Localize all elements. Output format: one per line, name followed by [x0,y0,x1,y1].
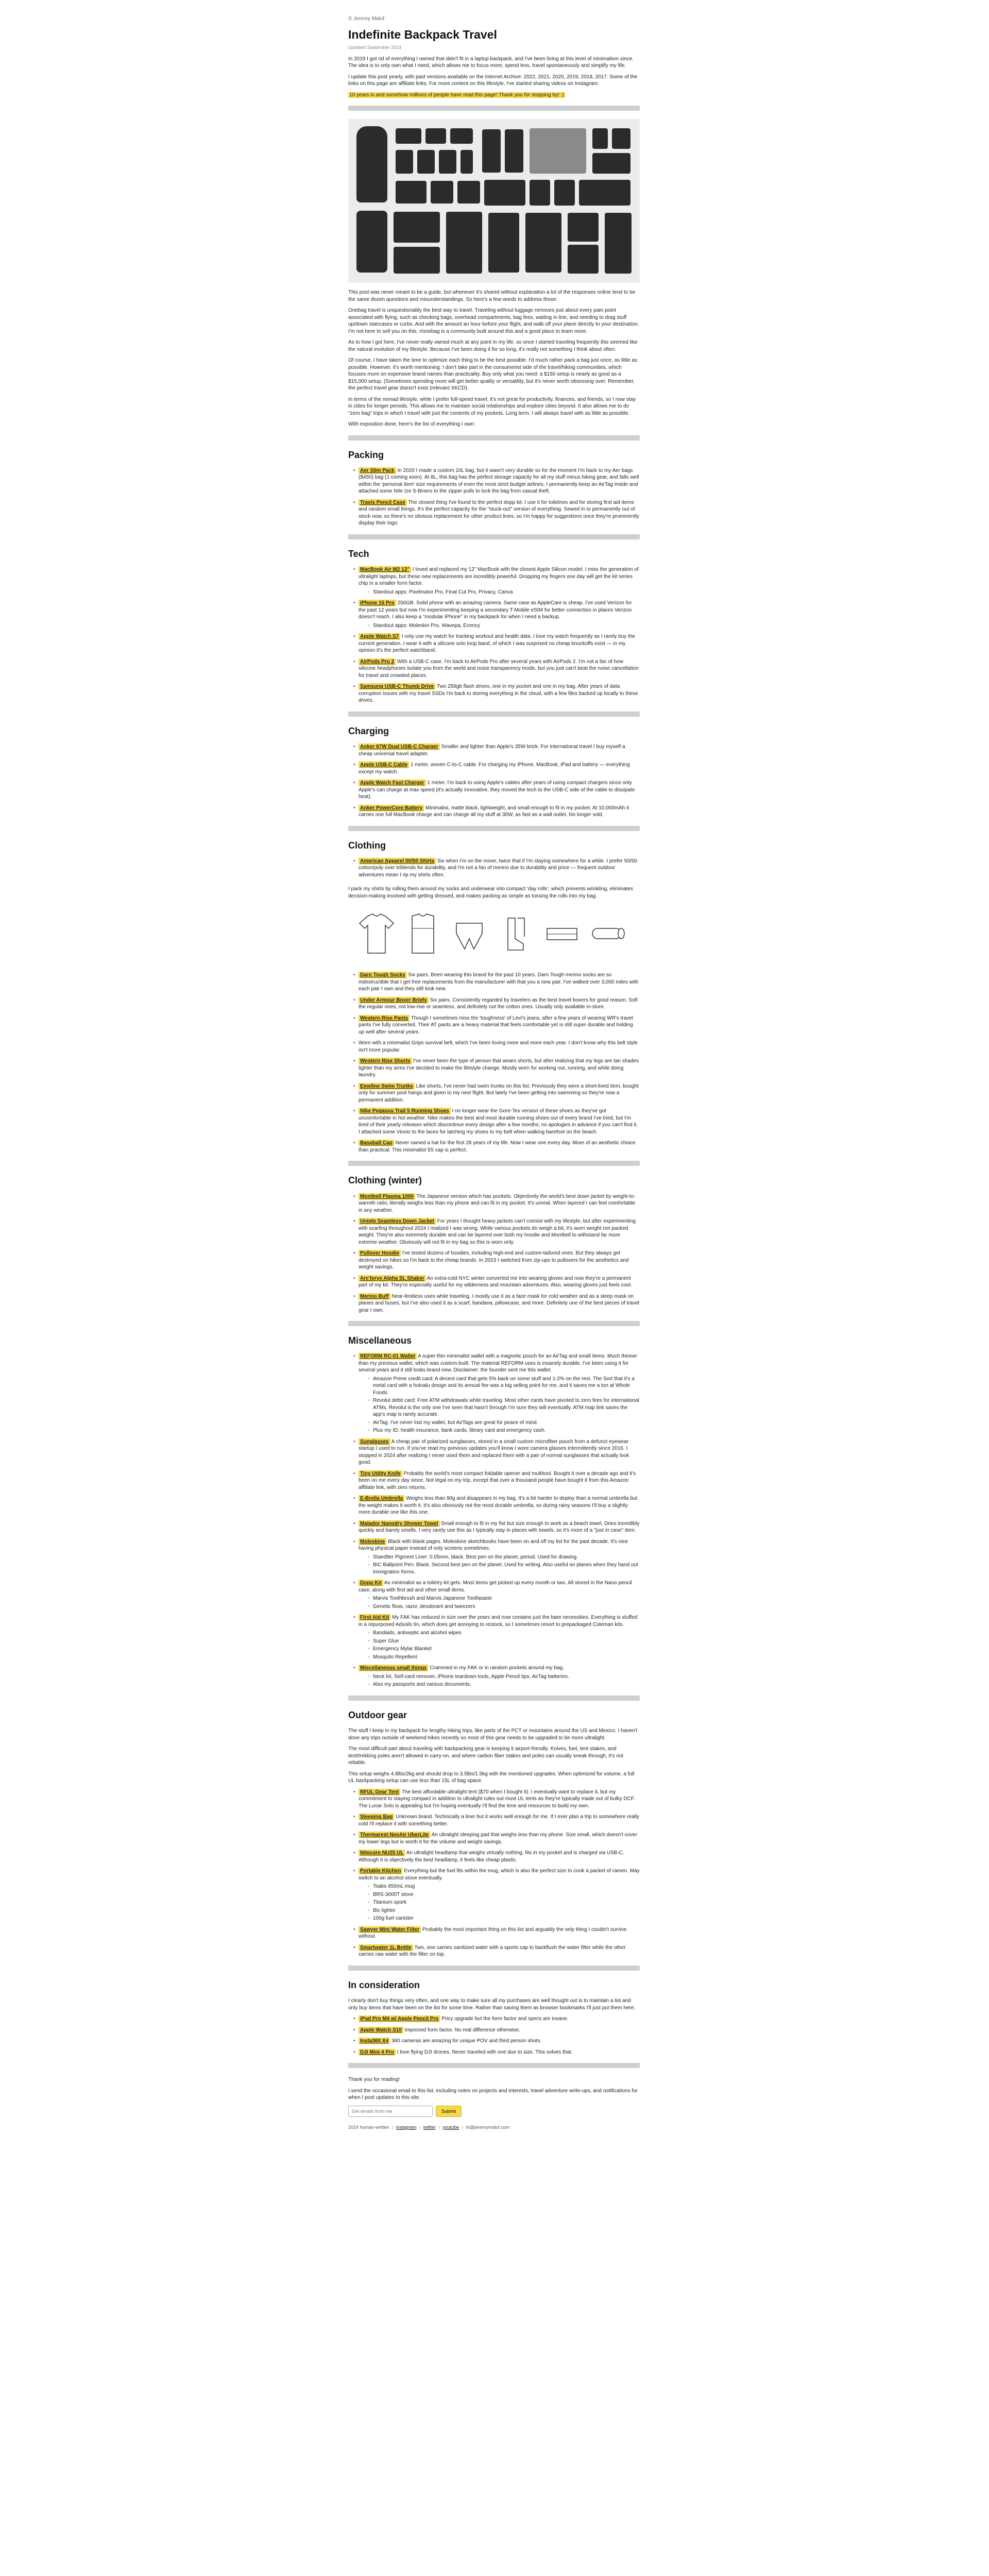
sub-list-item: ◦ Toaks 450mL mug [368,1883,640,1890]
section-heading: Charging [348,725,389,736]
sub-list-item: ◦ Revolut debit card: Free ATM withdrawals while traveling. Most other cards have pivoted to zero fees for international ATMs, Revolut is the only one I've seen that hasn't through I'm sure they will eventually. ATM map link saves the app's map is rarely accurate. [368,1397,640,1418]
list-item [353,1108,640,1136]
list-item [353,2049,640,2056]
section-paragraph: I pack my shirts by rolling them around my socks and underwear into compact 'day rolls', which prevents wrinkling, eliminates decision-making involved with getting dressed, and makes packing as simple as tossing the rolls into my bag. [348,886,633,899]
sub-list [359,1595,640,1610]
gear-item-image [394,247,440,274]
sub-list [359,1630,640,1660]
item-description: My FAK has reduced in size over the years and now contains just the bare necessities. Everything is stuffed in a repurposed Adsoils tin, which does get annoying to restock, so I sometimes resort to prepackaged Coleman kits. [359,1615,638,1628]
gear-item-image [592,128,608,149]
product-link[interactable]: Dopp Kit [359,1580,383,1586]
list-item [353,1580,640,1610]
gear-item-image [461,150,473,174]
body-paragraph: Onebag travel is unquestionably the best way to travel. Traveling without luggage removes just about every pain point associated with flying, such as checking bags, overhead compartments, bag fees, waiting in line, and needing to drag stuff up/down staircases or curbs. And with the amount an hour before your flight, and walk off your plane directly to your destination. I'm not here to sell you on this. r/onebag is a community built around this and a good place to learn more. [348,308,639,334]
list-item [353,1293,640,1314]
section-heading: Tech [348,548,369,559]
list-item [353,1193,640,1214]
section-paragraph: The stuff I keep in my backpack for lengthy hiking trips, like parts of the PCT or mountains around the US and Mexico. I haven't done any trips outside of weekend hikes recently so most of this gear needs to be upgraded to be more ultralight. [348,1728,638,1741]
updated-date: Updated September 2024 [348,44,402,50]
list-item [353,1868,640,1922]
item-description: Probably the most important thing on this list and arguably the only thing I couldn't survive without. [359,1926,627,1940]
underwear-icon [451,913,487,954]
product-link[interactable]: Emeline Swim Trunks [359,1083,415,1090]
gear-item-image [394,212,440,243]
item-description: Unknown brand. Technically a liner but it works well enough for me. If I ever plan a trip to somewhere really cold I'll replace it with something better. [359,1814,639,1827]
divider [348,435,640,440]
sub-list-item: ◦ 100g fuel canister [368,1915,640,1922]
sub-list-item: ◦ Staedtler Pigment Liner: 0.05mm, black. Best pen on the planet, period. Used for drawing. [368,1554,640,1561]
gear-item-image [457,181,480,204]
closing-text: Thank you for reading! [348,2077,400,2083]
product-link[interactable]: Montbell Plasma 1000 [359,1193,415,1200]
gear-flatlay-photo [348,119,640,283]
divider [348,711,640,717]
tshirt-folded-icon [405,913,441,954]
twitter-link[interactable]: twitter [423,2124,436,2130]
list-item [353,1814,640,1827]
sub-list-item: ◦ Bandaids, antiseptic and alcohol wipes [368,1630,640,1637]
item-description: Six when I'm on the move, twice that if I'm staying somewhere for a while. I prefer 50/50 cotton/poly over triblends for durability, and I'm not a fan of merino due to durability and price — frequent outdoor adventures mean I rip my shirts often. [359,858,637,878]
product-link[interactable]: Apple Watch S7 [359,633,400,640]
item-description: An ultralight headlamp that weighs virtually nothing, fits in my pocket and is charged via USB-C. Although it is objectively the best headlamp, it feels like cheap plastic. [359,1850,624,1863]
product-link[interactable]: Sunglasses [359,1438,390,1445]
item-list [348,858,640,879]
list-item [353,1926,640,1940]
sub-list-item: ◦ Standout apps: Moleskin Pro, Wavepa, Ecency [368,622,640,630]
day-roll-icon [590,913,626,954]
gear-item-image [568,213,599,242]
sub-list-item: ◦ Super Glue [368,1638,640,1645]
product-link[interactable]: Anker 67W Dual USB-C Charger [359,743,440,750]
item-description: Like shorts, I've never had swim trunks on this list. Previously they were a short-lived item, bought only for summer pool hangs and given to my next flight. But lately I've been getting into swimming so they're now a permanent addition. [359,1083,639,1103]
section-heading: In consideration [348,1979,420,1990]
gear-item-image [356,211,387,273]
product-link[interactable]: American Apparel 50/50 Shirts [359,858,436,865]
section-heading: Miscellaneous [348,1335,412,1346]
product-link[interactable]: Darn Tough Socks [359,972,407,978]
item-description: Weighs less than 90g and disappears in my bag. It's a bit harder to deploy than a normal umbrella but the weight makes it worth it. It's also obviously not the most durable umbrella, so during rainy seasons I'll buy a slightly more durable one like this one. [359,1496,638,1516]
laptop-image [530,128,586,174]
list-item [353,858,640,879]
list-item [353,1495,640,1516]
list-item [353,1218,640,1246]
divider [348,1696,640,1701]
item-description: A cheap pair of polarized sunglasses, stored in a small custom microfiber pouch from a defunct eyewear startup I used to run. If you've read my previous updates you'll know I wore camera glasses intermittently since 2016. I stopped in 2024 after realizing I never used them and replaced them with a pair of normal sunglasses that actually look good. [359,1438,629,1466]
gear-item-image [554,180,575,206]
item-description: Near-limitless uses while traveling. I mostly use it as a face mask for cold weather and as a sleep mask on planes and buses, but I've also used it as a scarf, bandana, pillowcase, and more. Definitely one of the best pieces of travel gear I own. [359,1293,640,1313]
product-link[interactable]: Apple Watch S10 [359,2027,403,2033]
section-heading: Clothing [348,840,386,851]
list-item [353,743,640,757]
product-link[interactable]: Samsung USB-C Thumb Drive [359,683,435,690]
list-item [353,1040,640,1054]
product-link[interactable]: Western Rise Pants [359,1015,410,1022]
product-link[interactable]: Insta360 X4 [359,2038,390,2044]
list-item [353,1140,640,1154]
item-description: With a USB-C case. I'm back to AirPods Pro after several years with AirPods 2. I'm not a fan of how silicone headphones isolate you from the world and noise transparency mode, but you just can't beat the noise cancellation for travel and crowded places. [359,658,639,679]
sub-list [359,589,640,596]
backpack-image [356,126,387,202]
sub-list-item: ◦ BIC Ballpoint Pen: Black. Second best pen on the planet. Used for writing. Also useful on planes when they hand out immigration forms. [368,1562,640,1575]
product-link[interactable]: Arc'teryx Alpha SL Shaker [359,1275,426,1282]
list-item [353,633,640,654]
intro-highlight-text: 10 years in and somehow millions of people have read this page! Thank you for stopping by! :) [349,92,564,98]
item-description: Six pairs. Consistently regarded by travelers as the best travel boxers for good reason. Soft the regular ones, not low-rise or seamless, and definitely not the cotton ones. Usually only available in-store. [359,997,638,1010]
product-link[interactable]: Western Rise Shorts [359,1058,412,1064]
section-heading: Outdoor gear [348,1709,407,1720]
sub-list [359,1883,640,1922]
body-paragraph: This post was never meant to be a guide, but whenever it's shared without explanation a lot of the responses online tend to be the same dozen questions and misunderstandings. So here's a few words to address those: [348,290,636,302]
product-link[interactable]: Under Armour Boxer Briefs [359,997,429,1004]
gear-item-image [488,213,519,273]
gear-item-image [446,212,482,274]
sub-list-item: ◦ Titanium spork [368,1899,640,1906]
item-description: An extra-cold NYC winter converted me into wearing gloves and now they're a permanent part of my kit. They're especially useful for my wilderness and mountain adventures. Also, wearing gloves just feels cool. [359,1275,632,1289]
product-link[interactable]: Apple Watch Fast Charger [359,779,426,786]
item-list [348,1193,640,1314]
sub-list [359,1554,640,1576]
item-list [348,566,640,704]
list-item [353,805,640,819]
item-list [348,1353,640,1688]
item-description: 1 meter, woven C-to-C cable. For charging my iPhone, MacBook, iPad and battery — everything except my watch. [359,762,630,775]
gear-item-image [396,150,413,174]
gear-item-image [612,128,630,149]
folded-bundle-icon [544,913,580,954]
list-item [353,2015,640,2023]
list-item [353,1015,640,1036]
product-link[interactable]: Miscellaneous small things [359,1665,428,1671]
list-item [353,1944,640,1958]
list-item [353,1058,640,1079]
item-description: Minimalist, matte black, lightweight, and small enough to fit in my pocket. At 10,000mAh it carries one full MacBook charge and can charge all my stuff at 30W, as fast as a wall outlet. No longer sold. [359,805,629,818]
item-description: I've tested dozens of hoodies, including high-end and custom-tailored ones. But they always get destroyed on hikes so I'm back to the cheap brands. In 2023 I switched from zip-ups to pullovers for the aesthetics and weight savings. [359,1250,629,1270]
breadcrumb[interactable]: © Jeremy Maluf [348,16,385,22]
product-link[interactable]: Moleskine [359,1538,386,1545]
product-link[interactable]: Thermarest NeoAir UberLite [359,1832,430,1838]
sub-list-item: ◦ Also my passports and various documents. [368,1681,640,1688]
list-item [353,1438,640,1466]
socks-icon [498,913,534,954]
gear-item-image [568,245,599,274]
item-description: 256GB. Solid phone with an amazing camera. Same case as AppleCare is cheap. I've used Verizon for the past 12 years but now I'm experimenting keeping a secondary T-Mobile eSIM for better connection in places Verizon doesn't reach. I also keep a "modular iPhone" in my backpack for when I need a backup. [359,600,632,620]
product-link[interactable]: Aer Slim Pack [359,467,396,474]
gear-item-image [525,213,561,273]
sub-list-item: ◦ Bic lighter [368,1907,640,1914]
item-description: Two 256gb flash drives, one in my pocket and one in my bag. After years of data corruption issues with my travel SSDs I'm back to storing everything in the cloud, with a few files backed up locally to these drives. [359,684,638,704]
item-description: Worn with a minimalist Grips survival belt, which I've been loving more and more each year. I don't know why this belt style isn't more popular. [359,1040,638,1053]
item-description: As minimalist as a toiletry kit gets. Most items get picked up every month or two. All stored in the Nano pencil case, along with first aid and other small items. [359,1580,632,1593]
body-paragraph: As to how I got here, I've never really owned much at any point in my life, so once I started traveling frequently this seemed like the natural evolution of my lifestyle. Because I've been doing it for so long, it's really not something I think about often. [348,340,638,352]
sub-list-item: ◦ Marvis Toothbrush and Marvis Japanese Toothpaste [368,1595,640,1602]
body-paragraph: With exposition done, here's the list of everything I own: [348,421,475,428]
clothing-roll-illustration [348,904,640,965]
list-item [353,1250,640,1271]
sub-list [359,622,640,630]
product-link[interactable]: Tiny Utility Knife [359,1470,402,1477]
list-item [353,972,640,993]
list-item [353,2038,640,2045]
product-link[interactable]: Uniqlo Seamless Down Jacket [359,1218,436,1225]
list-item [353,683,640,704]
item-description: I loved and replaced my 12" MacBook with the closest Apple Silicon model. I miss the generation of ultralight laptops, but these new replacements are incredibly powerful. Dropping my fingers one day will get the kit series chip in a smaller form factor. [359,567,639,587]
intro-highlight [348,92,640,99]
body-paragraph: In terms of the nomad lifestyle, while I prefer full-speed travel, it's not great for productivity, finances, and friends, so I now stay in cities for longer periods. This allows me to maintain social relationships and explore cities beyond. It also allows me to do "zero bag" trips in which I travel with just the contents of my pockets. Long term, I will always travel with as little as possible. [348,396,636,416]
product-link[interactable]: Nitecore NU25 UL [359,1850,405,1856]
product-link[interactable]: Merino Buff [359,1293,390,1300]
item-description: Small enough to fit in my fist but size enough to work as a beach towel. Dries incredibly quickly and barely smells. I very rarely use this as I typically stay in places with towels, so it's more of a "just in case" item. [359,1520,640,1534]
gear-item-image [505,129,523,173]
item-description: Everything but the fuel fits within the mug, which is also the perfect size to cook a packet of ramen. May switch to an alcohol stove eventually. [359,1868,640,1881]
list-item [353,1614,640,1660]
sub-list-item: ◦ Amazon Prime credit card: A decent card that gets 5% back on some stuff and 1-2% on the rest. The Sort that it's a metal card with a holoalu design and its annual fee was a big selling point for me, and it saves me a ton at Whole Foods. [368,1376,640,1397]
divider [348,2063,640,2068]
gear-item-image [592,153,630,174]
product-link[interactable]: MacBook Air M2 13" [359,566,411,573]
item-description: Probably the world's most compact foldable opener and multitool. Bought it over a decade ago and it's been on me every day since. Not legal on my trip, except that over a thousand people have bought it from this Amazon affiliate link, with zero returns. [359,1470,636,1490]
divider [348,106,640,111]
sub-list [359,1376,640,1434]
list-item [353,1520,640,1534]
instagram-link[interactable]: instagram [396,2124,417,2130]
newsletter-text: I send the occasional email to this list, including notes on projects and interests, travel adventure write-ups, and notifications for when I post updates to this site. [348,2088,638,2101]
email-address: hi@jeremymaluf.com [466,2124,510,2130]
submit-button[interactable]: Submit [436,2106,462,2117]
product-link[interactable]: REFORM RC-01 Wallet [359,1353,417,1360]
item-description: Smaller and lighter than Apple's 35W brick. For international travel I buy myself a cheap universal travel adapter. [359,744,625,757]
intro-paragraph: I update this post yearly, with past versions available on the Internet Archive: 2022, 2021, 2020, 2019, 2018, 2017. Some of the links on this page are affiliate links. For more content on this lifestyle, I've started sharing videos on Instagram. [348,74,638,87]
list-item [353,1850,640,1863]
section-heading: Packing [348,449,384,460]
item-description: The best affordable ultralight tent ($70 when I bought it). I eventually want to replace it, but my commitment to staying compact in addition to ultralight rules out most UL tents as they're typically made out of bulky DCF. The Lunar Solo is appealing but I'm hoping eventually I'll find the time and resources to build my own. [359,1789,635,1809]
list-item [353,1665,640,1688]
item-description: Six pairs. Been wearing this brand for the past 10 years. Darn Tough merino socks are so indestructible that I get free replacements from the manufacturer with that you a new pair. I've walked over 3,000 miles with each pair I own and they still look new. [359,972,639,992]
gear-item-image [425,128,446,144]
product-link[interactable]: Sleeping Bag [359,1814,394,1820]
sub-list [359,1673,640,1688]
list-item [353,1353,640,1434]
page-title: Indefinite Backpack Travel [348,27,497,41]
body-paragraph: Of course, I have taken the time to optimize each thing to be the best possible. I'd much rather pack a bag just once, as little as possible. However, it's worth mentioning: I don't take part in the consumerist side of the travel/hiking communities, which focuses more on expensive brand names than practicality. Buy only what you need: a $150 setup is nearly as good as a $15,000 setup. (Sometimes spending more will get better quality or versatility, but it's never worth obsessing over. Remember, the perfect travel gear doesn't exist (relevant XKCD). [348,358,638,392]
section-paragraph: I clearly don't buy things very often, and one way to make sure all my purchases are well thought out is to maintain a list and only buy items that have been on the list for some time. Rather than saving them as browser bookmarks I'll just put them here. [348,1998,636,2011]
product-link[interactable]: Anker PowerCore Battery [359,805,424,811]
sub-list-item: ◦ Plus my ID, health insurance, bank cards, library card and emergency cash. [368,1427,640,1434]
item-description: Pricy upgrade but the form factor and specs are insane. [440,2016,569,2022]
item-description: I love flying DJI drones. Never traveled with one due to size. This solves that. [396,2049,573,2055]
sub-list-item: ◦ Emergency Mylar Blanket [368,1646,640,1653]
item-description: Crammed in my FAK or in random pockets around my bag. [428,1665,564,1671]
item-description: I no longer wear the Gore-Tex version of these shoes as they've got uncomfortable in hot weather. Nike makes the best and most durable running shoes out of every brand I've tried, but I'm tired of their yearly releases which discontinue every design after a few months; no apologies in advance if you can't find it. I attached some Vionic to the laces for latching my shoes to my belt when walking barefoot on the beach. [359,1108,638,1135]
product-link[interactable]: RFUL Gear Tent [359,1789,400,1795]
item-description: The closest thing I've found to the perfect dopp kit. I use it for toiletries and for storing first aid items and random small things. It's the perfect capacity for the "stuck-out" version of everything. Sewed in to permanently out of stock now, so there's no obvious replacement for other product lines, so I'm happy for suggestions once they're prominently display their logo. [359,499,639,527]
item-list [348,1789,640,1958]
sub-list-item: ◦ Neck kit, Self-card remover, iPhone teardown tools, Apple Pencil tips, AirTag batteries. [368,1673,640,1681]
item-description: For years I thought heavy jackets can't coexist with my lifestyle, but after experimenting with scarfing throughout 2024 I realized I was wrong. While various pockets do weigh a bit, it's worn weight not packed weight. They're also extremely durable and can be layered over both my hoodie and Montbell to withstand far more extreme weather. Obviously will not fit in my bag so this is worn only. [359,1218,636,1245]
list-item [353,467,640,495]
item-description: Improved form factor. No real difference otherwise. [403,2027,520,2033]
copyright: 2024 human-written [348,2124,389,2130]
article [348,0,640,2146]
product-link[interactable]: E-Brella Umbrella [359,1495,404,1502]
product-link[interactable]: Smartwater 1L Bottle [359,1944,413,1951]
gear-item-image [530,180,550,206]
sub-list-item: ◦ AirTag: I've never lost my wallet, but AirTags are great for peace of mind. [368,1419,640,1427]
item-description: Though I sometimes miss the 'toughness' of Levi's jeans, after a few years of wearing WR's travel pants I've fully converted. Their AT pants are a heavy material that feels comfortable yet is still super durable and holding up well after several years. [359,1015,633,1035]
sub-list-item: ◦ Standout apps: Pixelmator Pro, Final Cut Pro, Privacy, Canva [368,589,640,596]
item-list [348,972,640,1154]
section-paragraph: The most difficult part about traveling with backpacking gear is keeping it airport-friendly. Knives, fuel, tent stakes, and tent/trekking poles aren't allowed in carry-on, and where carbon fiber stakes and poles can usually sneak through, it's not reliable. [348,1746,624,1766]
item-description: 1 meter. I'm back to using Apple's cables after years of using compact chargers since only Apple's can charge at max speed (it's actually innovative, they moved the tech to the USB-C side of the cable to dissipate heat). [359,780,635,800]
divider [348,1965,640,1971]
item-description: Two, one carries sanitized water with a sports cap to backflush the water filter while the other carries raw water with the filter on top. [359,1944,626,1958]
divider [348,826,640,831]
item-description: Black with blank pages. Moleskine sketchbooks have been on and off my list for the past decade. It's nice having physical paper instead of only screens sometimes. [359,1538,628,1552]
item-description: Never owned a hat for the first 28 years of my life. Now I wear one every day. More of an aesthetic choice than practical. This minimalist 5S cap is perfect. [359,1140,636,1153]
item-list [348,743,640,819]
list-item [353,1832,640,1845]
item-description: I only use my watch for tracking workout and health data. I lose my watch frequently as I rarely buy the current generation. I wear it with a silicone solo loop band, of which I was surprised no cheap knockoffs exist — in my opinion it's the perfect watchband. [359,634,635,654]
youtube-link[interactable]: youtube [442,2124,459,2130]
section-heading: Clothing (winter) [348,1175,422,1186]
list-item [353,1470,640,1492]
divider [348,1321,640,1326]
product-link[interactable]: Apple USB-C Cable [359,761,409,768]
item-description: In 2020 I made a custom 10L bag, but it wasn't very durable so for the moment I'm back to my Aer bags ($450) bag (1 coming soon). At 8L, this bag has the perfect storage capacity for all my stuff minus hiking gear, and falls well within the 'personal item' size requirements of even the most strict budget airlines. I permanently keep an AirTag inside and attached some Nite Ize S-Biners to the zipper pulls to lock the bag from casual theft. [359,467,639,495]
divider [348,534,640,539]
gear-item-image [484,180,525,206]
newsletter-form [348,2106,640,2117]
gear-sections [348,435,640,2068]
list-item [353,779,640,801]
product-link[interactable]: DJI Mini 4 Pro [359,2049,396,2056]
item-description: An ultralight sleeping pad that weighs less than my phone. Size small, which doesn't cover my lower legs but is worth it for the volume and weight savings. [359,1832,637,1845]
item-list [348,2015,640,2056]
intro-paragraph: In 2019 I got rid of everything I owned that didn't fit in a laptop backpack, and I've been living at this level of minimalism since. The idea is to only own what I need, which allows me to focus more, spend less, travel spontaneously and simplify my life. [348,56,634,69]
item-description: A super-thin minimalist wallet with a magnetic pouch for an AirTag and small items. Much thinner than my previous wallet, which was custom-built. The material REFORM uses is insanely durable, I've been using it for several years and it still looks brand new. Disclaimer: the founder sent me this wallet. [359,1353,637,1374]
gear-item-image [579,180,630,206]
product-link[interactable]: Travis Pencil Case [359,499,407,506]
product-link[interactable]: First Aid Kit [359,1614,390,1621]
gear-item-image [450,128,473,144]
product-link[interactable]: AirPods Pro 2 [359,658,396,665]
list-item [353,566,640,596]
sub-list-item: ◦ Mosquito Repellent [368,1654,640,1661]
list-item [353,997,640,1011]
product-link[interactable]: Matador Nanodry Shower Towel [359,1520,440,1527]
list-item [353,658,640,680]
list-item [353,499,640,527]
item-description: The Japanese version which has pockets. Objectively the world's best down jacket by weight-to-warmth ratio; literally weighs less than my phone and can fit in my pocket. It's unreal. When layered I can feel comfortable in any weather. [359,1193,636,1213]
list-item [353,1083,640,1104]
gear-item-image [417,150,435,174]
product-link[interactable]: Sawyer Mini Water Filter [359,1926,421,1933]
tshirt-icon [359,913,395,954]
item-description: 360 cameras are amazing for unique POV and third person shots. [390,2038,542,2044]
product-link[interactable]: Pullover Hoodie [359,1250,401,1257]
footer: 2024 human-written | instagram | twitter | youtube | hi@jeremymaluf.com [348,2124,510,2130]
sub-list-item: ◦ BRS-3000T stove [368,1891,640,1899]
list-item [353,1275,640,1289]
product-link[interactable]: iPhone 15 Pro [359,600,396,606]
gear-item-image [431,181,453,204]
divider [348,1161,640,1166]
gear-item-image [396,181,427,204]
product-link[interactable]: iPad Pro M4 w/ Apple Pencil Pro [359,2015,440,2022]
gear-item-image [396,128,421,144]
list-item [353,600,640,629]
section-paragraph: This setup weighs 4.8lbs/2kg and should drop to 3.5lbs/1.5kg with the mentioned upgrades. When optimized for volume, a full UL backpacking setup can use less than 15L of bag space. [348,1771,635,1784]
product-link[interactable]: Baseball Cap [359,1140,394,1146]
gear-item-image [605,213,632,274]
list-item [353,761,640,775]
item-list [348,467,640,527]
list-item [353,2027,640,2034]
list-item [353,1789,640,1810]
item-description: I've never been the type of person that wears shorts, but after realizing that my legs are tan shades lighter than my arms I've decided to make the lifestyle change. Mostly worn for working out, running, and while doing laundry. [359,1058,639,1078]
sub-list-item: ◦ Genetic floss, razor, deodorant and tweezers [368,1603,640,1611]
product-link[interactable]: Portable Kitchen [359,1868,402,1874]
email-input[interactable] [348,2106,433,2117]
list-item [353,1538,640,1576]
gear-item-image [439,150,456,174]
product-link[interactable]: Nike Pegasus Trail 5 Running Shoes [359,1108,451,1114]
gear-item-image [482,129,501,173]
